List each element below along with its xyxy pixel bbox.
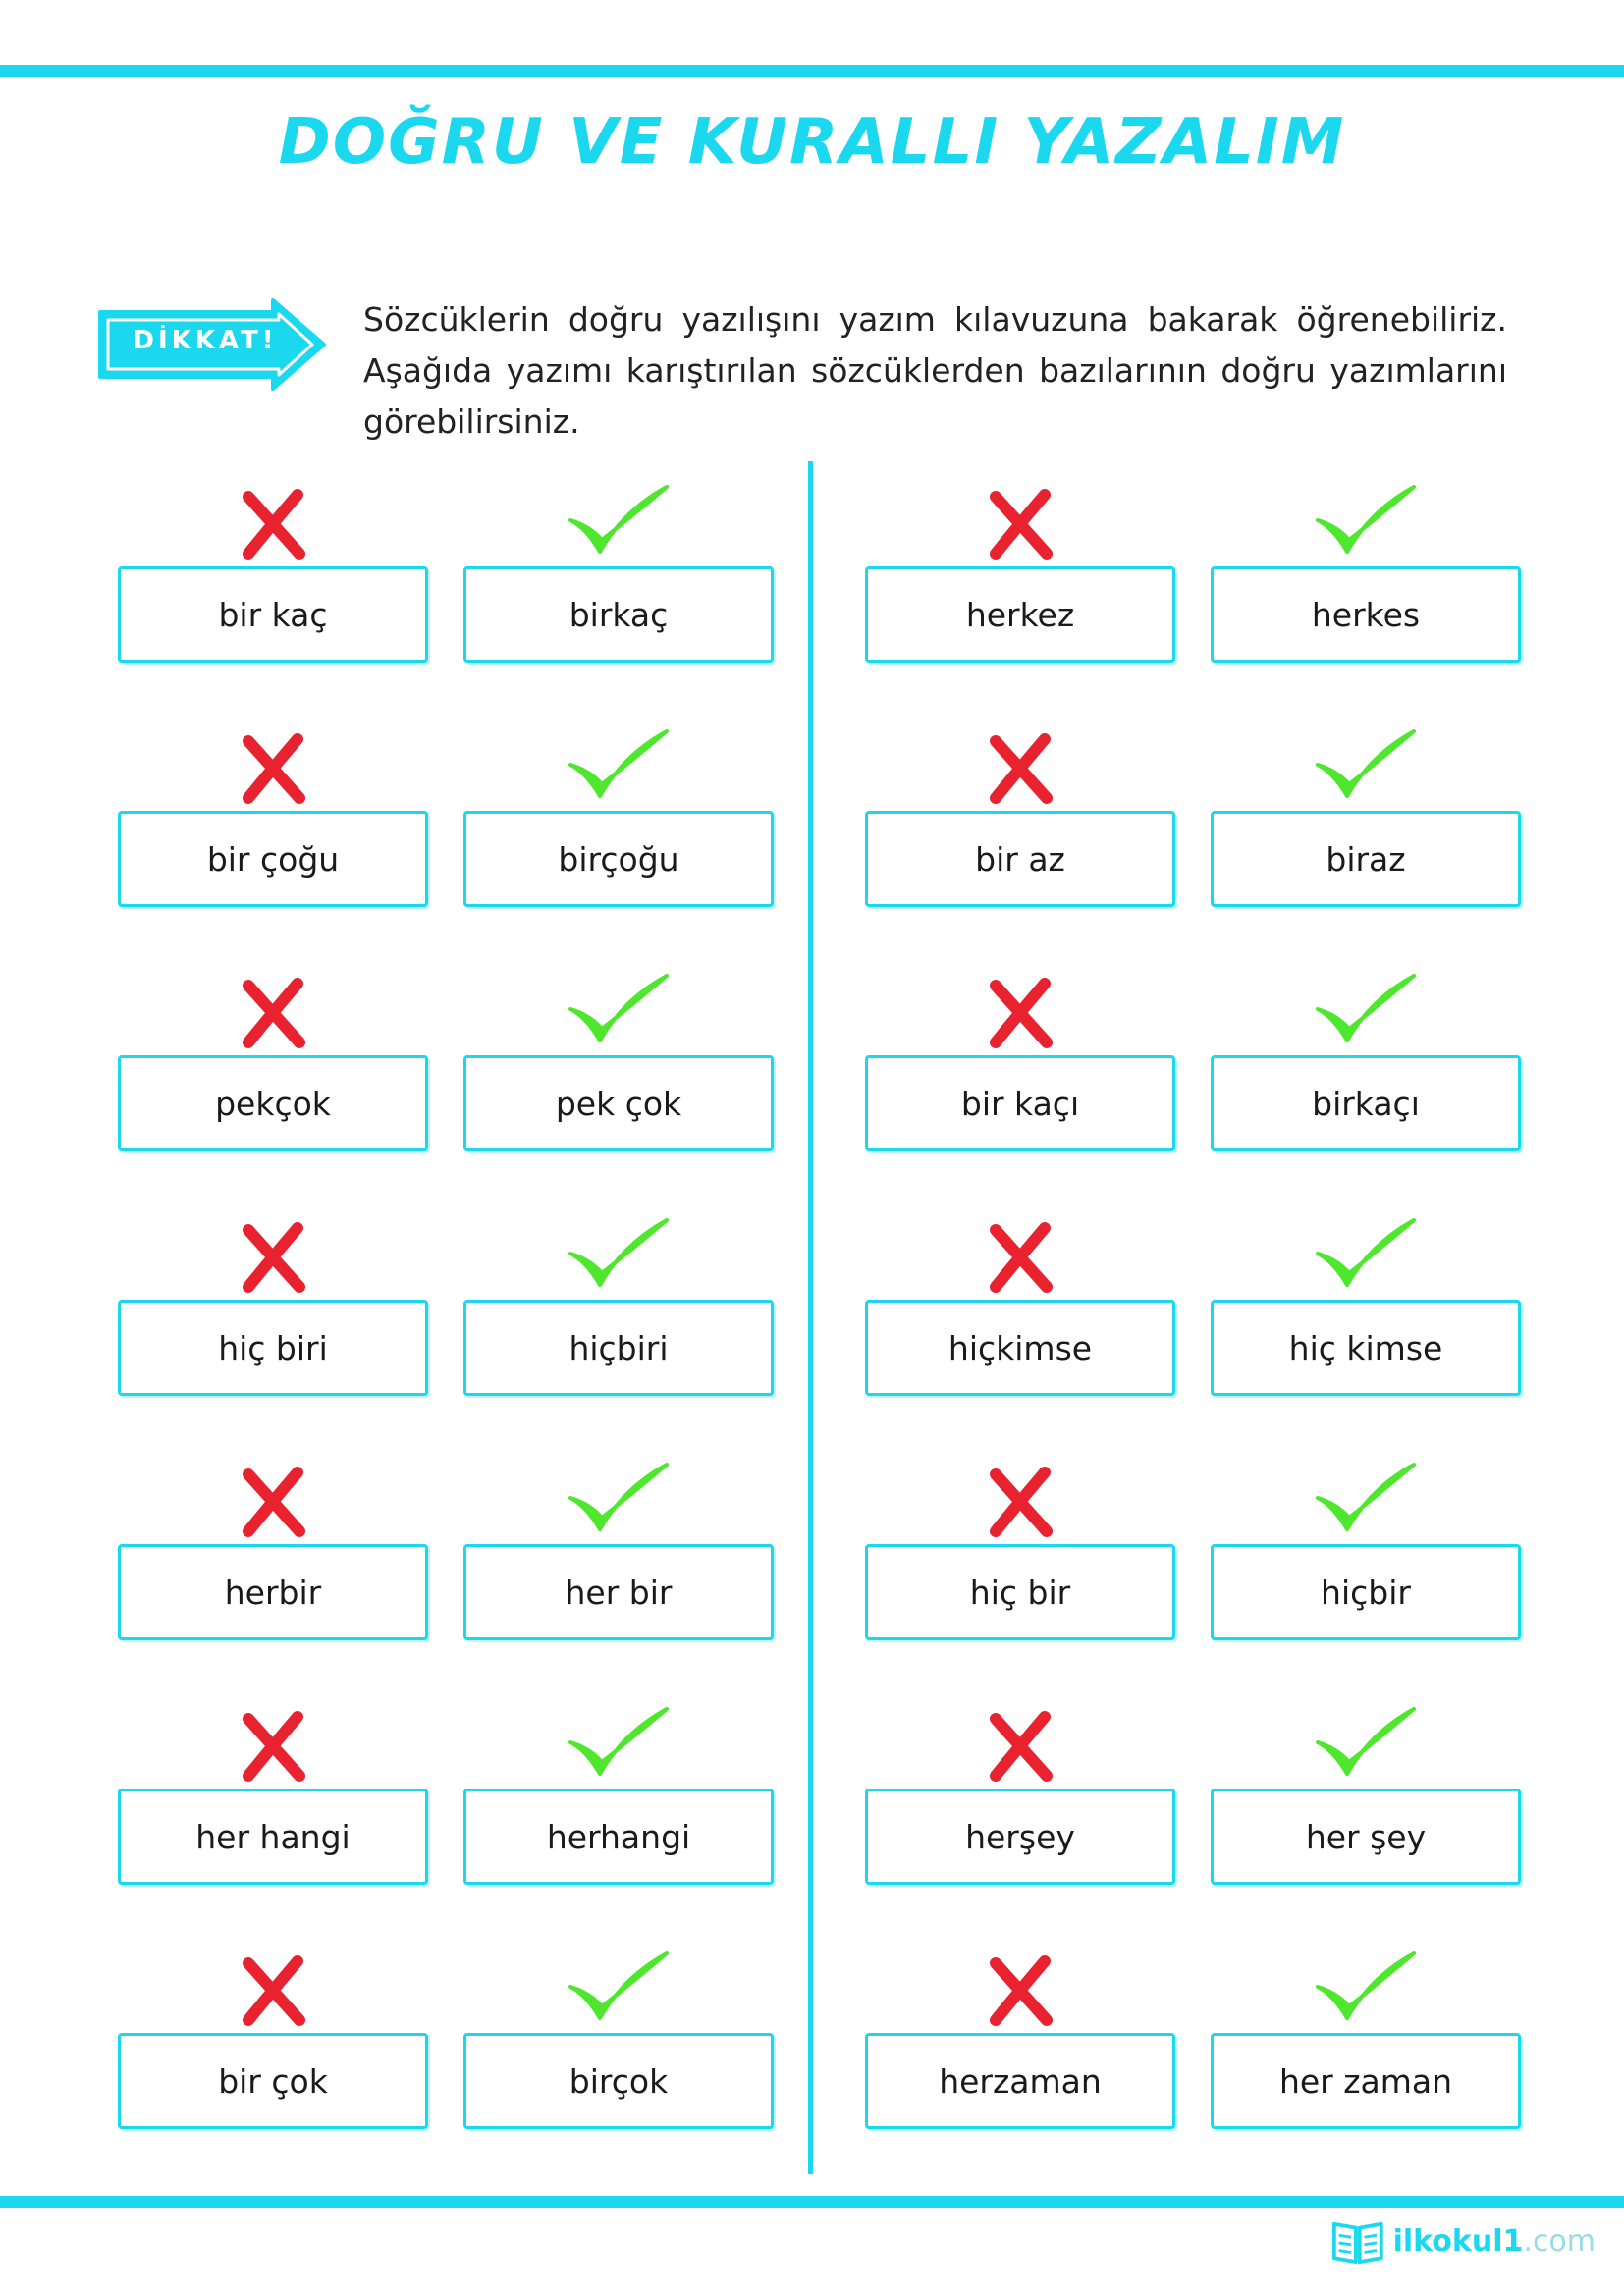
correct-word-box — [463, 566, 774, 663]
wrong-word: her hangi — [195, 1817, 351, 1856]
correct-word: birkaçı — [1312, 1084, 1420, 1123]
wrong-word: hiç biri — [218, 1328, 328, 1367]
correct-word: herhangi — [546, 1817, 691, 1856]
correct-word-box — [1211, 2033, 1521, 2129]
left-wrong-cell — [118, 716, 428, 907]
right-wrong-cell — [865, 960, 1175, 1151]
right-wrong-cell — [865, 1693, 1175, 1885]
wrong-word-box — [865, 1055, 1175, 1151]
page-title: DOĞRU VE KURALLI YAZALIM — [278, 106, 1346, 179]
intro-paragraph: Sözcüklerin doğru yazılışını yazım kılavuzuna bakarak öğrenebiliriz. Aşağıda yazımı karıştırılan sözcüklerden bazılarının doğru yazımlarını görebilirsiniz. — [363, 300, 1507, 441]
correct-word-box — [1211, 566, 1521, 663]
correct-word: her bir — [565, 1573, 673, 1612]
correct-word-box — [463, 811, 774, 907]
correct-word: birkaç — [568, 595, 669, 634]
top-rule — [0, 65, 1624, 77]
correct-word-box — [1211, 1300, 1521, 1396]
wrong-word: herzaman — [939, 2061, 1102, 2101]
check-mark-icon — [463, 1938, 774, 2026]
wrong-word-box — [865, 811, 1175, 907]
correct-word-box — [463, 1055, 774, 1151]
correct-word: hiçbir — [1321, 1573, 1411, 1612]
x-mark-icon — [865, 716, 1175, 804]
left-correct-cell — [463, 471, 774, 663]
x-mark-icon — [118, 1204, 428, 1293]
correct-word: her zaman — [1278, 2061, 1453, 2101]
x-mark-icon — [865, 1693, 1175, 1782]
dikkat-label: DİKKAT! — [133, 326, 278, 355]
correct-word: biraz — [1326, 839, 1406, 879]
wrong-word: bir az — [975, 839, 1065, 879]
left-wrong-cell — [118, 1938, 428, 2129]
correct-word: hiçbiri — [568, 1328, 669, 1367]
dikkat-arrow-badge — [94, 296, 330, 393]
wrong-word-box — [118, 1544, 428, 1640]
right-correct-cell — [1211, 471, 1521, 663]
check-mark-icon — [1211, 1693, 1521, 1782]
wrong-word-box — [865, 1544, 1175, 1640]
wrong-word-box — [865, 1789, 1175, 1885]
x-mark-icon — [865, 960, 1175, 1048]
wrong-word: herşey — [965, 1817, 1075, 1856]
x-mark-icon — [118, 1938, 428, 2026]
correct-word-box — [1211, 1055, 1521, 1151]
bottom-rule — [0, 2196, 1624, 2208]
correct-word-box — [463, 2033, 774, 2129]
site-logo — [1330, 2212, 1596, 2270]
check-mark-icon — [463, 960, 774, 1048]
right-wrong-cell — [865, 1204, 1175, 1396]
check-mark-icon — [463, 1449, 774, 1537]
check-mark-icon — [1211, 1204, 1521, 1293]
wrong-word: bir kaç — [218, 595, 328, 634]
left-correct-cell — [463, 1204, 774, 1396]
wrong-word-box — [118, 811, 428, 907]
check-mark-icon — [1211, 1449, 1521, 1537]
wrong-word: bir çok — [218, 2061, 328, 2101]
right-correct-cell — [1211, 716, 1521, 907]
right-correct-cell — [1211, 1938, 1521, 2129]
correct-word: her şey — [1305, 1817, 1427, 1856]
column-divider — [808, 461, 813, 2174]
wrong-word-box — [118, 2033, 428, 2129]
check-mark-icon — [1211, 471, 1521, 560]
wrong-word: bir kaçı — [960, 1084, 1080, 1123]
check-mark-icon — [463, 1693, 774, 1782]
left-wrong-cell — [118, 1449, 428, 1640]
x-mark-icon — [118, 1693, 428, 1782]
left-wrong-cell — [118, 1693, 428, 1885]
check-mark-icon — [463, 471, 774, 560]
check-mark-icon — [463, 716, 774, 804]
right-correct-cell — [1211, 960, 1521, 1151]
correct-word-box — [1211, 1789, 1521, 1885]
correct-word: birçok — [568, 2061, 669, 2101]
correct-word-box — [463, 1544, 774, 1640]
left-correct-cell — [463, 960, 774, 1151]
check-mark-icon — [463, 1204, 774, 1293]
x-mark-icon — [865, 1204, 1175, 1293]
wrong-word-box — [118, 1055, 428, 1151]
correct-word-box — [463, 1300, 774, 1396]
check-mark-icon — [1211, 1938, 1521, 2026]
x-mark-icon — [118, 960, 428, 1048]
left-wrong-cell — [118, 1204, 428, 1396]
right-correct-cell — [1211, 1449, 1521, 1640]
left-correct-cell — [463, 716, 774, 907]
check-mark-icon — [1211, 960, 1521, 1048]
correct-word-box — [1211, 1544, 1521, 1640]
wrong-word-box — [865, 2033, 1175, 2129]
wrong-word-box — [118, 1789, 428, 1885]
wrong-word: pekçok — [215, 1084, 331, 1123]
wrong-word-box — [865, 566, 1175, 663]
correct-word-box — [1211, 811, 1521, 907]
logo-domain: .com — [1523, 2223, 1596, 2259]
wrong-word-box — [118, 566, 428, 663]
right-wrong-cell — [865, 1938, 1175, 2129]
right-correct-cell — [1211, 1693, 1521, 1885]
x-mark-icon — [118, 1449, 428, 1537]
left-correct-cell — [463, 1693, 774, 1885]
x-mark-icon — [865, 471, 1175, 560]
x-mark-icon — [865, 1449, 1175, 1537]
check-mark-icon — [1211, 716, 1521, 804]
right-wrong-cell — [865, 1449, 1175, 1640]
correct-word: birçoğu — [558, 839, 679, 879]
logo-name: ilkokul1 — [1392, 2223, 1524, 2259]
x-mark-icon — [118, 716, 428, 804]
right-correct-cell — [1211, 1204, 1521, 1396]
x-mark-icon — [118, 471, 428, 560]
wrong-word-box — [865, 1300, 1175, 1396]
left-wrong-cell — [118, 471, 428, 663]
left-correct-cell — [463, 1449, 774, 1640]
correct-word: herkes — [1311, 595, 1421, 634]
x-mark-icon — [865, 1938, 1175, 2026]
book-icon — [1330, 2216, 1385, 2267]
wrong-word: bir çoğu — [206, 839, 340, 879]
wrong-word: hiç bir — [969, 1573, 1071, 1612]
correct-word: pek çok — [555, 1084, 682, 1123]
right-wrong-cell — [865, 716, 1175, 907]
wrong-word: hiçkimse — [947, 1328, 1093, 1367]
correct-word-box — [463, 1789, 774, 1885]
left-correct-cell — [463, 1938, 774, 2129]
correct-word: hiç kimse — [1288, 1328, 1443, 1367]
right-wrong-cell — [865, 471, 1175, 663]
wrong-word-box — [118, 1300, 428, 1396]
wrong-word: herbir — [224, 1573, 322, 1612]
left-wrong-cell — [118, 960, 428, 1151]
wrong-word: herkez — [965, 595, 1075, 634]
